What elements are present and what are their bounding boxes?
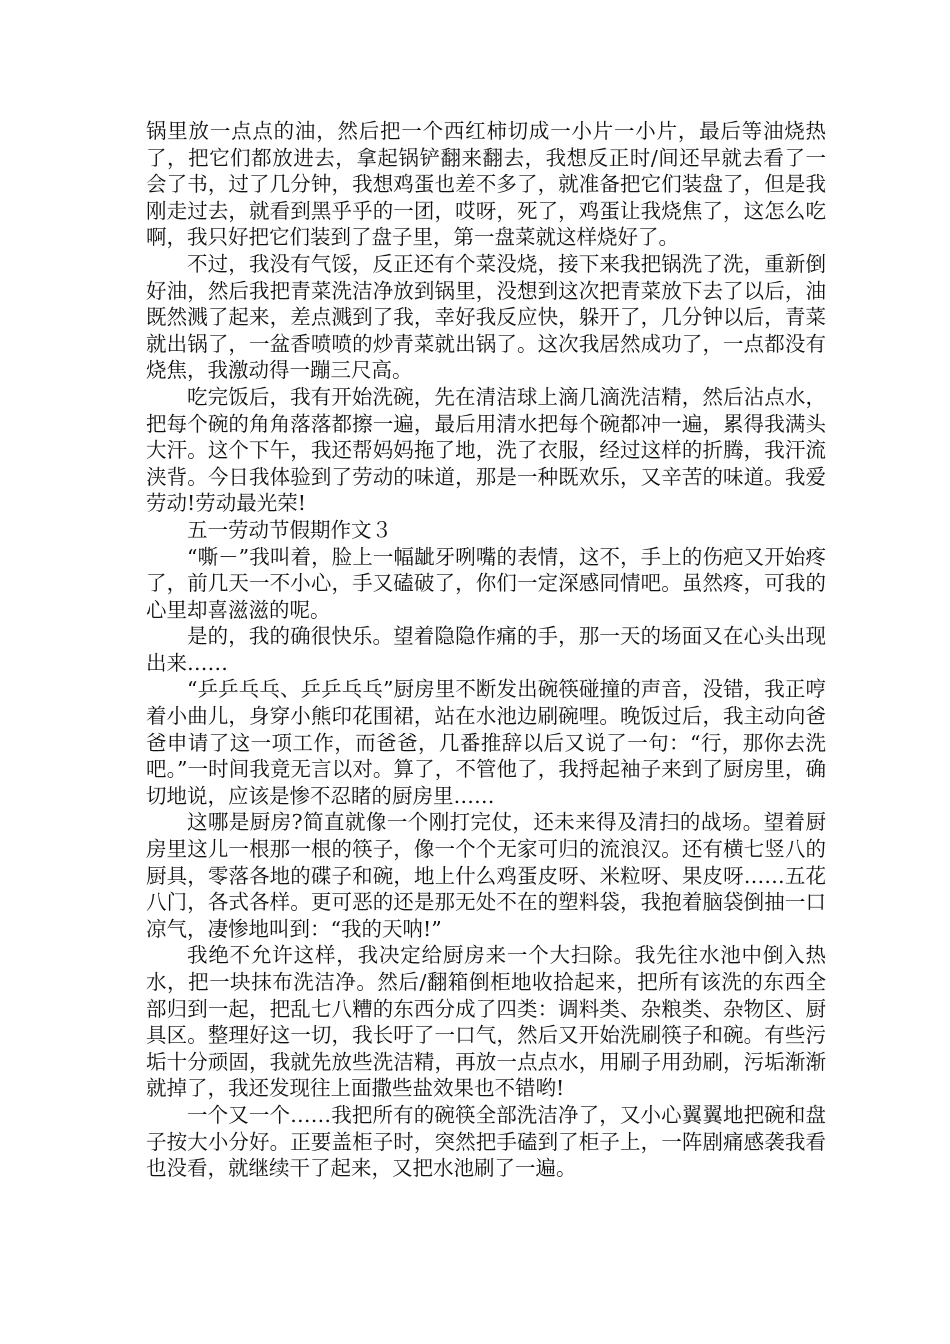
paragraph-3: 吃完饭后，我有开始洗碗，先在清洁球上滴几滴洗洁精，然后沾点水，把每个碗的角角落落都擦一遍，最后用清水把每个碗都冲一遍，累得我满头大汗。这个下午，我还帮妈妈拖了地，洗了衣服，经过这样的折腾，我汗流浃背。今日我体验到了劳动的味道，那是一种既欢乐，又辛苦的味道。我爱劳动!劳动最光荣! <box>146 384 826 516</box>
paragraph-6: “乒乒乓乓、乒乒乓乓”厨房里不断发出碗筷碰撞的声音，没错，我正哼着小曲儿，身穿小熊印花围裙，站在水池边刷碗哩。晚饭过后，我主动向爸爸申请了这一项工作，而爸爸，几番推辞以后又说了一句：“行，那你去洗吧。”一时间我竟无言以对。算了，不管他了，我捋起袖子来到了厨房里，确切地说，应该是惨不忍睹的厨房里…… <box>146 677 826 808</box>
section-title: 五一劳动节假期作文３ <box>187 517 392 542</box>
paragraph-8: 我绝不允许这样，我决定给厨房来一个大扫除。我先往水池中倒入热水，把一块抹布洗洁净。然后/翻箱倒柜地收拾起来，把所有该洗的东西全部归到一起，把乱七八糟的东西分成了四类：调料类、杂粮类、杂物区、厨具区。整理好这一切，我长吁了一口气，然后又开始洗刷筷子和碗。有些污垢十分顽固，我就先放些洗洁精，再放一点点水，用刷子用劲刷，污垢渐渐就掉了，我还发现往上面撒些盐效果也不错哟! <box>146 943 826 1101</box>
paragraph-2: 不过，我没有气馁，反正还有个菜没烧，接下来我把锅洗了洗，重新倒好油，然后我把青菜洗洁净放到锅里，没想到这次把青菜放下去了以后，油既然溅了起来，差点溅到了我，幸好我反应快，躲开了，几分钟以后，青菜就出锅了，一盆香喷喷的炒青菜就出锅了。这次我居然成功了，一点都没有烧焦，我激动得一蹦三尺高。 <box>146 251 826 383</box>
paragraph-5: 是的，我的确很快乐。望着隐隐作痛的手，那一天的场面又在心头出现出来…… <box>146 624 826 675</box>
paragraph-7: 这哪是厨房?简直就像一个刚打完仗，还未来得及清扫的战场。望着厨房里这儿一根那一根的筷子，像一个个无家可归的流浪汉。还有横七竖八的厨具，零落各地的碟子和碗，地上什么鸡蛋皮呀、米粒呀、果皮呀……五花八门，各式各样。更可恶的还是那无处不在的塑料袋，我抱着脑袋倒抽一口凉气，凄惨地叫到：“我的天呐!” <box>146 810 826 941</box>
document-page <box>146 118 826 1182</box>
paragraph-1: 锅里放一点点的油，然后把一个西红柿切成一小片一小片，最后等油烧热了，把它们都放进去，拿起锅铲翻来翻去，我想反正时/间还早就去看了一会了书，过了几分钟，我想鸡蛋也差不多了，就准备把它们装盘了，但是我刚走过去，就看到黑乎乎的一团，哎呀，死了，鸡蛋让我烧焦了，这怎么吃啊，我只好把它们装到了盘子里，第一盘菜就这样烧好了。 <box>146 119 826 250</box>
paragraph-9: 一个又一个……我把所有的碗筷全部洗洁净了，又小心翼翼地把碗和盘子按大小分好。正要盖柜子时，突然把手磕到了柜子上，一阵剧痛感袭我看也没看，就继续干了起来，又把水池刷了一遍。 <box>146 1102 826 1181</box>
paragraph-4: “嘶－”我叫着，脸上一幅龇牙咧嘴的表情，这不，手上的伤疤又开始疼了，前几天一不小心，手又磕破了，你们一定深感同情吧。虽然疼，可我的心里却喜滋滋的呢。 <box>146 544 826 622</box>
